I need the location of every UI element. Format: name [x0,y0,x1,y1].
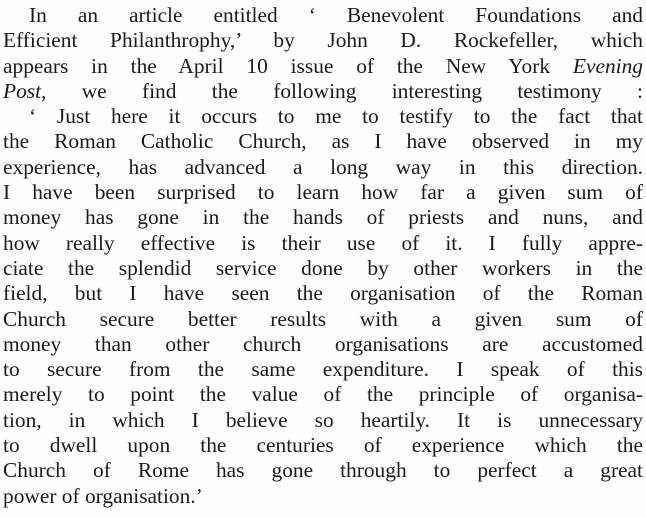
quote-line: the Roman Catholic Church, as I have observed in my [3,129,643,154]
quote-line: merely to point the value of the principle of organisa- [3,382,643,407]
quote-line: I have been surprised to learn how far a given sum of [3,180,643,205]
text-line: Efficient Philanthrophy,’ by John D. Rockefeller, which [3,28,643,53]
quote-line: how really effective is their use of it. I fully appre- [3,230,643,255]
quote-line: money has gone in the hands of priests and nuns, and [3,205,643,230]
text-line: Post, we find the following interesting testimony : [3,78,643,103]
quote-line: field, but I have seen the organisation of the Roman [3,281,643,306]
text-line: appears in the April 10 issue of the New York Evening [3,53,643,78]
quote-line: ciate the splendid service done by other workers in the [3,255,643,280]
quote-line: Church of Rome has gone through to perfect a great [3,458,643,483]
quote-line: experience, has advanced a long way in this direction. [3,154,643,179]
publication-name-part: Evening [572,53,643,78]
quote-line: Church secure better results with a given sum of [3,306,643,331]
quote-line: ‘ Just here it occurs to me to testify to the fact that [29,104,643,129]
quote-line: money than other church organisations are accustomed [3,331,643,356]
article-text [3,3,643,509]
quote-line: tion, in which I believe so heartily. It is unnecessary [3,407,643,432]
publication-name-part: Post, [3,78,47,103]
quote-line: to secure from the same expenditure. I speak of this [3,357,643,382]
quote-line: power of organisation.’ [3,483,203,508]
quote-line: to dwell upon the centuries of experience which the [3,433,643,458]
text-line: In an article entitled ‘ Benevolent Foundations and [29,3,643,27]
article-title-start: Benevolent Foundations and [346,3,643,27]
author-name: John D. Rockefeller, [327,28,559,53]
